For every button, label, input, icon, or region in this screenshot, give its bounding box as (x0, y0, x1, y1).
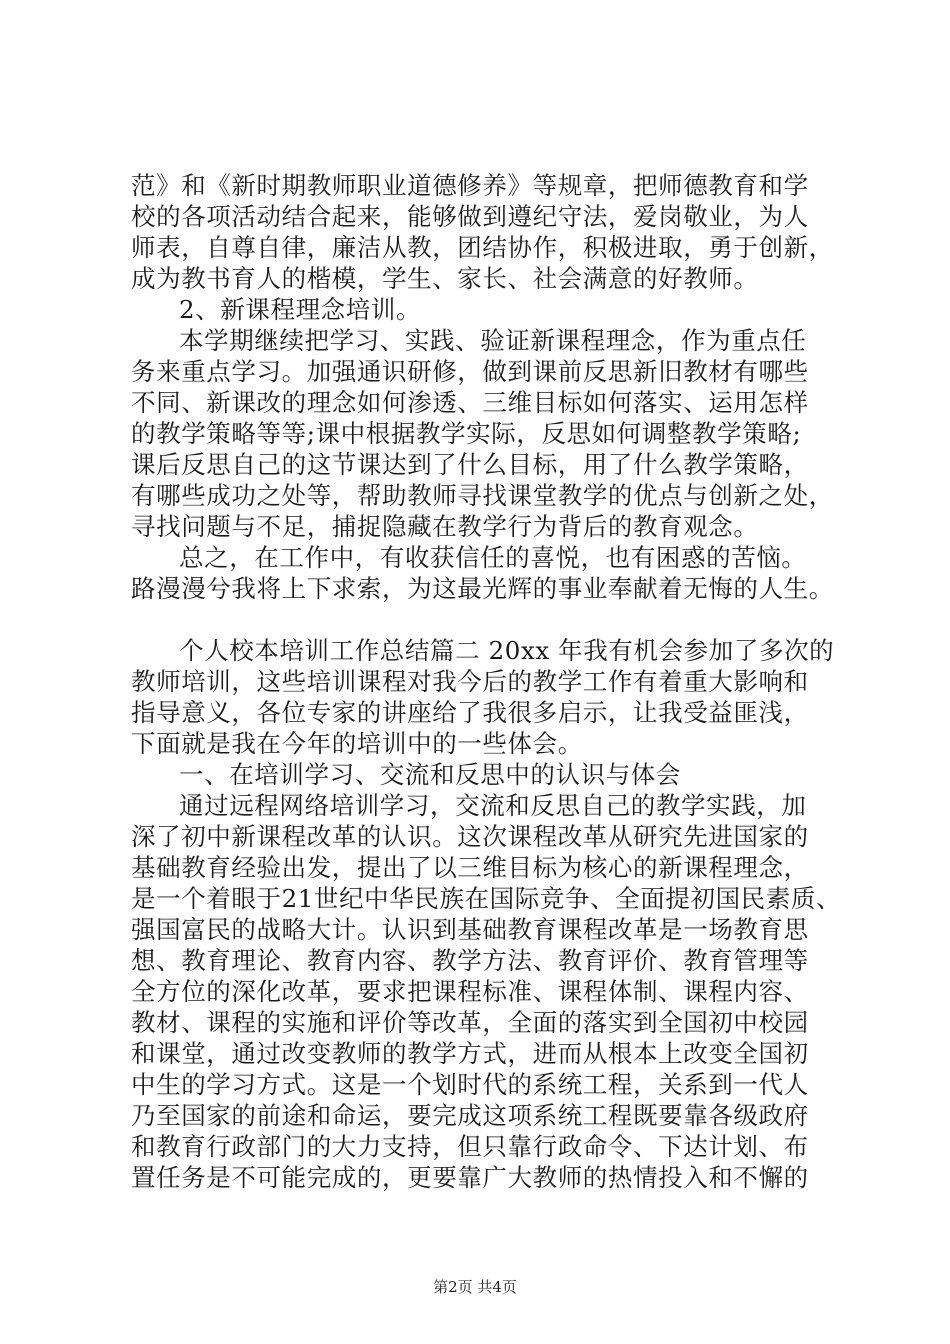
text-line: 教材、课程的实施和评价等改革，全面的落实到全国初中校园 (131, 1008, 809, 1037)
text-line: 强国富民的战略大计。认识到基础教育课程改革是一场教育思 (131, 915, 809, 944)
text-line: 中生的学习方式。这是一个划时代的系统工程，关系到一代人 (131, 1070, 809, 1099)
page-footer (0, 1277, 950, 1297)
text-line: 教师培训，这些培训课程对我今后的教学工作有着重大影响和 (131, 667, 809, 696)
text-line: 乃至国家的前途和命运，要完成这项系统工程既要靠各级政府 (131, 1101, 809, 1130)
text-line: 成为教书育人的楷模，学生、家长、社会满意的好教师。 (131, 264, 759, 293)
text-line: 2、新课程理念培训。 (179, 295, 422, 324)
text-line: 不同、新课改的理念如何渗透、三维目标如何落实、运用怎样 (131, 388, 809, 417)
text-line: 一、在培训学习、交流和反思中的认识与体会 (179, 760, 681, 789)
text-line: 和教育行政部门的大力支持，但只靠行政命令、下达计划、布 (131, 1132, 809, 1161)
text-line: 有哪些成功之处等，帮助教师寻找课堂教学的优点与创新之处， (131, 481, 834, 510)
text-line: 置任务是不可能完成的，更要靠广大教师的热情投入和不懈的 (131, 1163, 809, 1192)
text-line: 务来重点学习。加强通识研修，做到课前反思新旧教材有哪些 (131, 357, 809, 386)
text-line: 寻找问题与不足，捕捉隐藏在教学行为背后的教育观念。 (131, 512, 759, 541)
text-line: 路漫漫兮我将上下求索，为这最光辉的事业奉献着无悔的人生。 (131, 574, 834, 603)
text-line: 指导意义，各位专家的讲座给了我很多启示，让我受益匪浅， (131, 698, 809, 727)
text-line: 总之，在工作中，有收获信任的喜悦，也有困惑的苦恼。 (179, 543, 807, 572)
page-number-label: 第2页 共4页 (433, 1278, 517, 1296)
blank-line (131, 604, 831, 635)
text-line: 基础教育经验出发，提出了以三维目标为核心的新课程理念， (131, 853, 809, 882)
text-line: 的教学策略等等;课中根据教学实际，反思如何调整教学策略; (131, 419, 802, 448)
text-line: 课后反思自己的这节课达到了什么目标，用了什么教学策略， (131, 450, 809, 479)
text-line: 个人校本培训工作总结篇二 20xx 年我有机会参加了多次的 (179, 636, 835, 665)
text-line: 校的各项活动结合起来，能够做到遵纪守法，爱岗敬业，为人 (131, 202, 809, 231)
document-body (131, 170, 842, 1193)
text-line: 全方位的深化改革，要求把课程标准、课程体制、课程内容、 (131, 977, 809, 1006)
text-line: 范》和《新时期教师职业道德修养》等规章，把师德教育和学 (131, 171, 809, 200)
text-line: 本学期继续把学习、实践、验证新课程理念，作为重点任 (179, 326, 807, 355)
text-line: 是一个着眼于21世纪中华民族在国际竞争、全面提初国民素质、 (131, 884, 842, 913)
text-line: 和课堂，通过改变教师的教学方式，进而从根本上改变全国初 (131, 1039, 809, 1068)
text-line: 下面就是我在今年的培训中的一些体会。 (131, 729, 583, 758)
text-line: 深了初中新课程改革的认识。这次课程改革从研究先进国家的 (131, 822, 809, 851)
text-line: 想、教育理论、教育内容、教学方法、教育评价、教育管理等 (131, 946, 809, 975)
text-line: 通过远程网络培训学习，交流和反思自己的教学实践，加 (179, 791, 807, 820)
text-line: 师表，自尊自律，廉洁从教，团结协作，积极进取，勇于创新， (131, 233, 834, 262)
